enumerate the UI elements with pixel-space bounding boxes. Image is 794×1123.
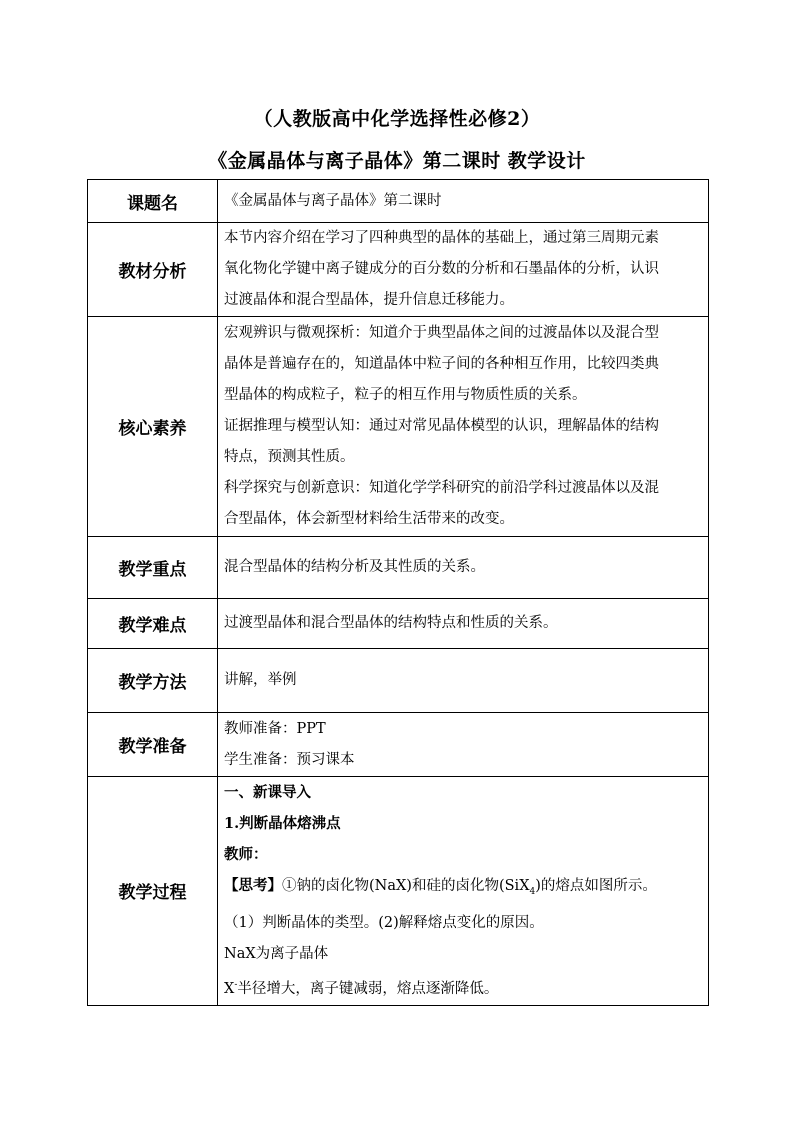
text-line: 学生准备：预习课本 xyxy=(224,751,355,768)
think-tag: 【思考】 xyxy=(224,877,282,894)
literacy-value xyxy=(218,317,709,537)
text-line: 宏观辨识与微观探析：知道介于典型晶体之间的过渡晶体以及混合型 xyxy=(224,325,659,341)
text-line: 氧化物化学键中离子键成分的百分数的分析和石墨晶体的分析，认识 xyxy=(224,261,659,277)
preparation-value xyxy=(218,713,709,777)
method-value: 讲解，举例 xyxy=(218,649,709,713)
lesson-plan-table xyxy=(87,179,709,1006)
ion-symbol: X xyxy=(224,980,235,997)
document-title-line2: 《金属晶体与离子晶体》第二课时 教学设计 xyxy=(208,150,586,172)
question-line: （1）判断晶体的类型。(2)解释熔点变化的原因。 xyxy=(224,914,544,931)
topic-value: 《金属晶体与离子晶体》第二课时 xyxy=(218,180,709,223)
table-row xyxy=(88,537,709,599)
key-points-label: 教学重点 xyxy=(88,537,218,599)
superscript: - xyxy=(234,979,238,990)
table-row xyxy=(88,649,709,713)
answer-line: NaX为离子晶体 xyxy=(224,945,329,962)
analysis-label: 教材分析 xyxy=(88,223,218,317)
text-line: 型晶体的构成粒子，粒子的相互作用与物质性质的关系。 xyxy=(224,387,587,403)
table-row xyxy=(88,713,709,777)
difficulties-value: 过渡型晶体和混合型晶体的结构特点和性质的关系。 xyxy=(218,599,709,649)
method-label: 教学方法 xyxy=(88,649,218,713)
text-line: 特点，预测其性质。 xyxy=(224,449,355,465)
process-value xyxy=(218,777,709,1006)
topic-label: 课题名 xyxy=(88,180,218,223)
answer-text: 半径增大，离子键减弱，熔点逐渐降低。 xyxy=(237,980,499,997)
table-row xyxy=(88,599,709,649)
text-line: 科学探究与创新意识：知道化学学科研究的前沿学科过渡晶体以及混 xyxy=(224,480,659,496)
text-line: 证据推理与模型认知：通过对常见晶体模型的认识，理解晶体的结构 xyxy=(224,418,659,434)
think-text: ①钠的卤化物(NaX)和硅的卤化物(SiX xyxy=(282,878,530,894)
preparation-label: 教学准备 xyxy=(88,713,218,777)
document-title-line1: （人教版高中化学选择性必修2） xyxy=(253,108,541,130)
literacy-label: 核心素养 xyxy=(88,317,218,537)
table-row xyxy=(88,777,709,1006)
table-row xyxy=(88,180,709,223)
think-text-end: )的熔点如图所示。 xyxy=(535,878,657,894)
text-line: 本节内容介绍在学习了四种典型的晶体的基础上，通过第三周期元素 xyxy=(224,230,659,246)
subscript: 4 xyxy=(529,886,536,897)
process-label: 教学过程 xyxy=(88,777,218,1006)
table-row xyxy=(88,317,709,537)
answer-line xyxy=(224,970,704,1005)
analysis-value xyxy=(218,223,709,317)
speaker-label: 教师： xyxy=(224,846,268,863)
subsection-heading: 1.判断晶体熔沸点 xyxy=(224,815,341,832)
section-heading: 一、新课导入 xyxy=(224,784,311,801)
key-points-value: 混合型晶体的结构分析及其性质的关系。 xyxy=(218,537,709,599)
text-line: 教师准备：PPT xyxy=(224,720,326,737)
text-line: 过渡晶体和混合型晶体，提升信息迁移能力。 xyxy=(224,292,514,308)
difficulties-label: 教学难点 xyxy=(88,599,218,649)
text-line: 合型晶体，体会新型材料给生活带来的改变。 xyxy=(224,511,514,527)
text-line: 晶体是普遍存在的，知道晶体中粒子间的各种相互作用，比较四类典 xyxy=(224,356,659,372)
table-row xyxy=(88,223,709,317)
think-question xyxy=(224,870,704,908)
